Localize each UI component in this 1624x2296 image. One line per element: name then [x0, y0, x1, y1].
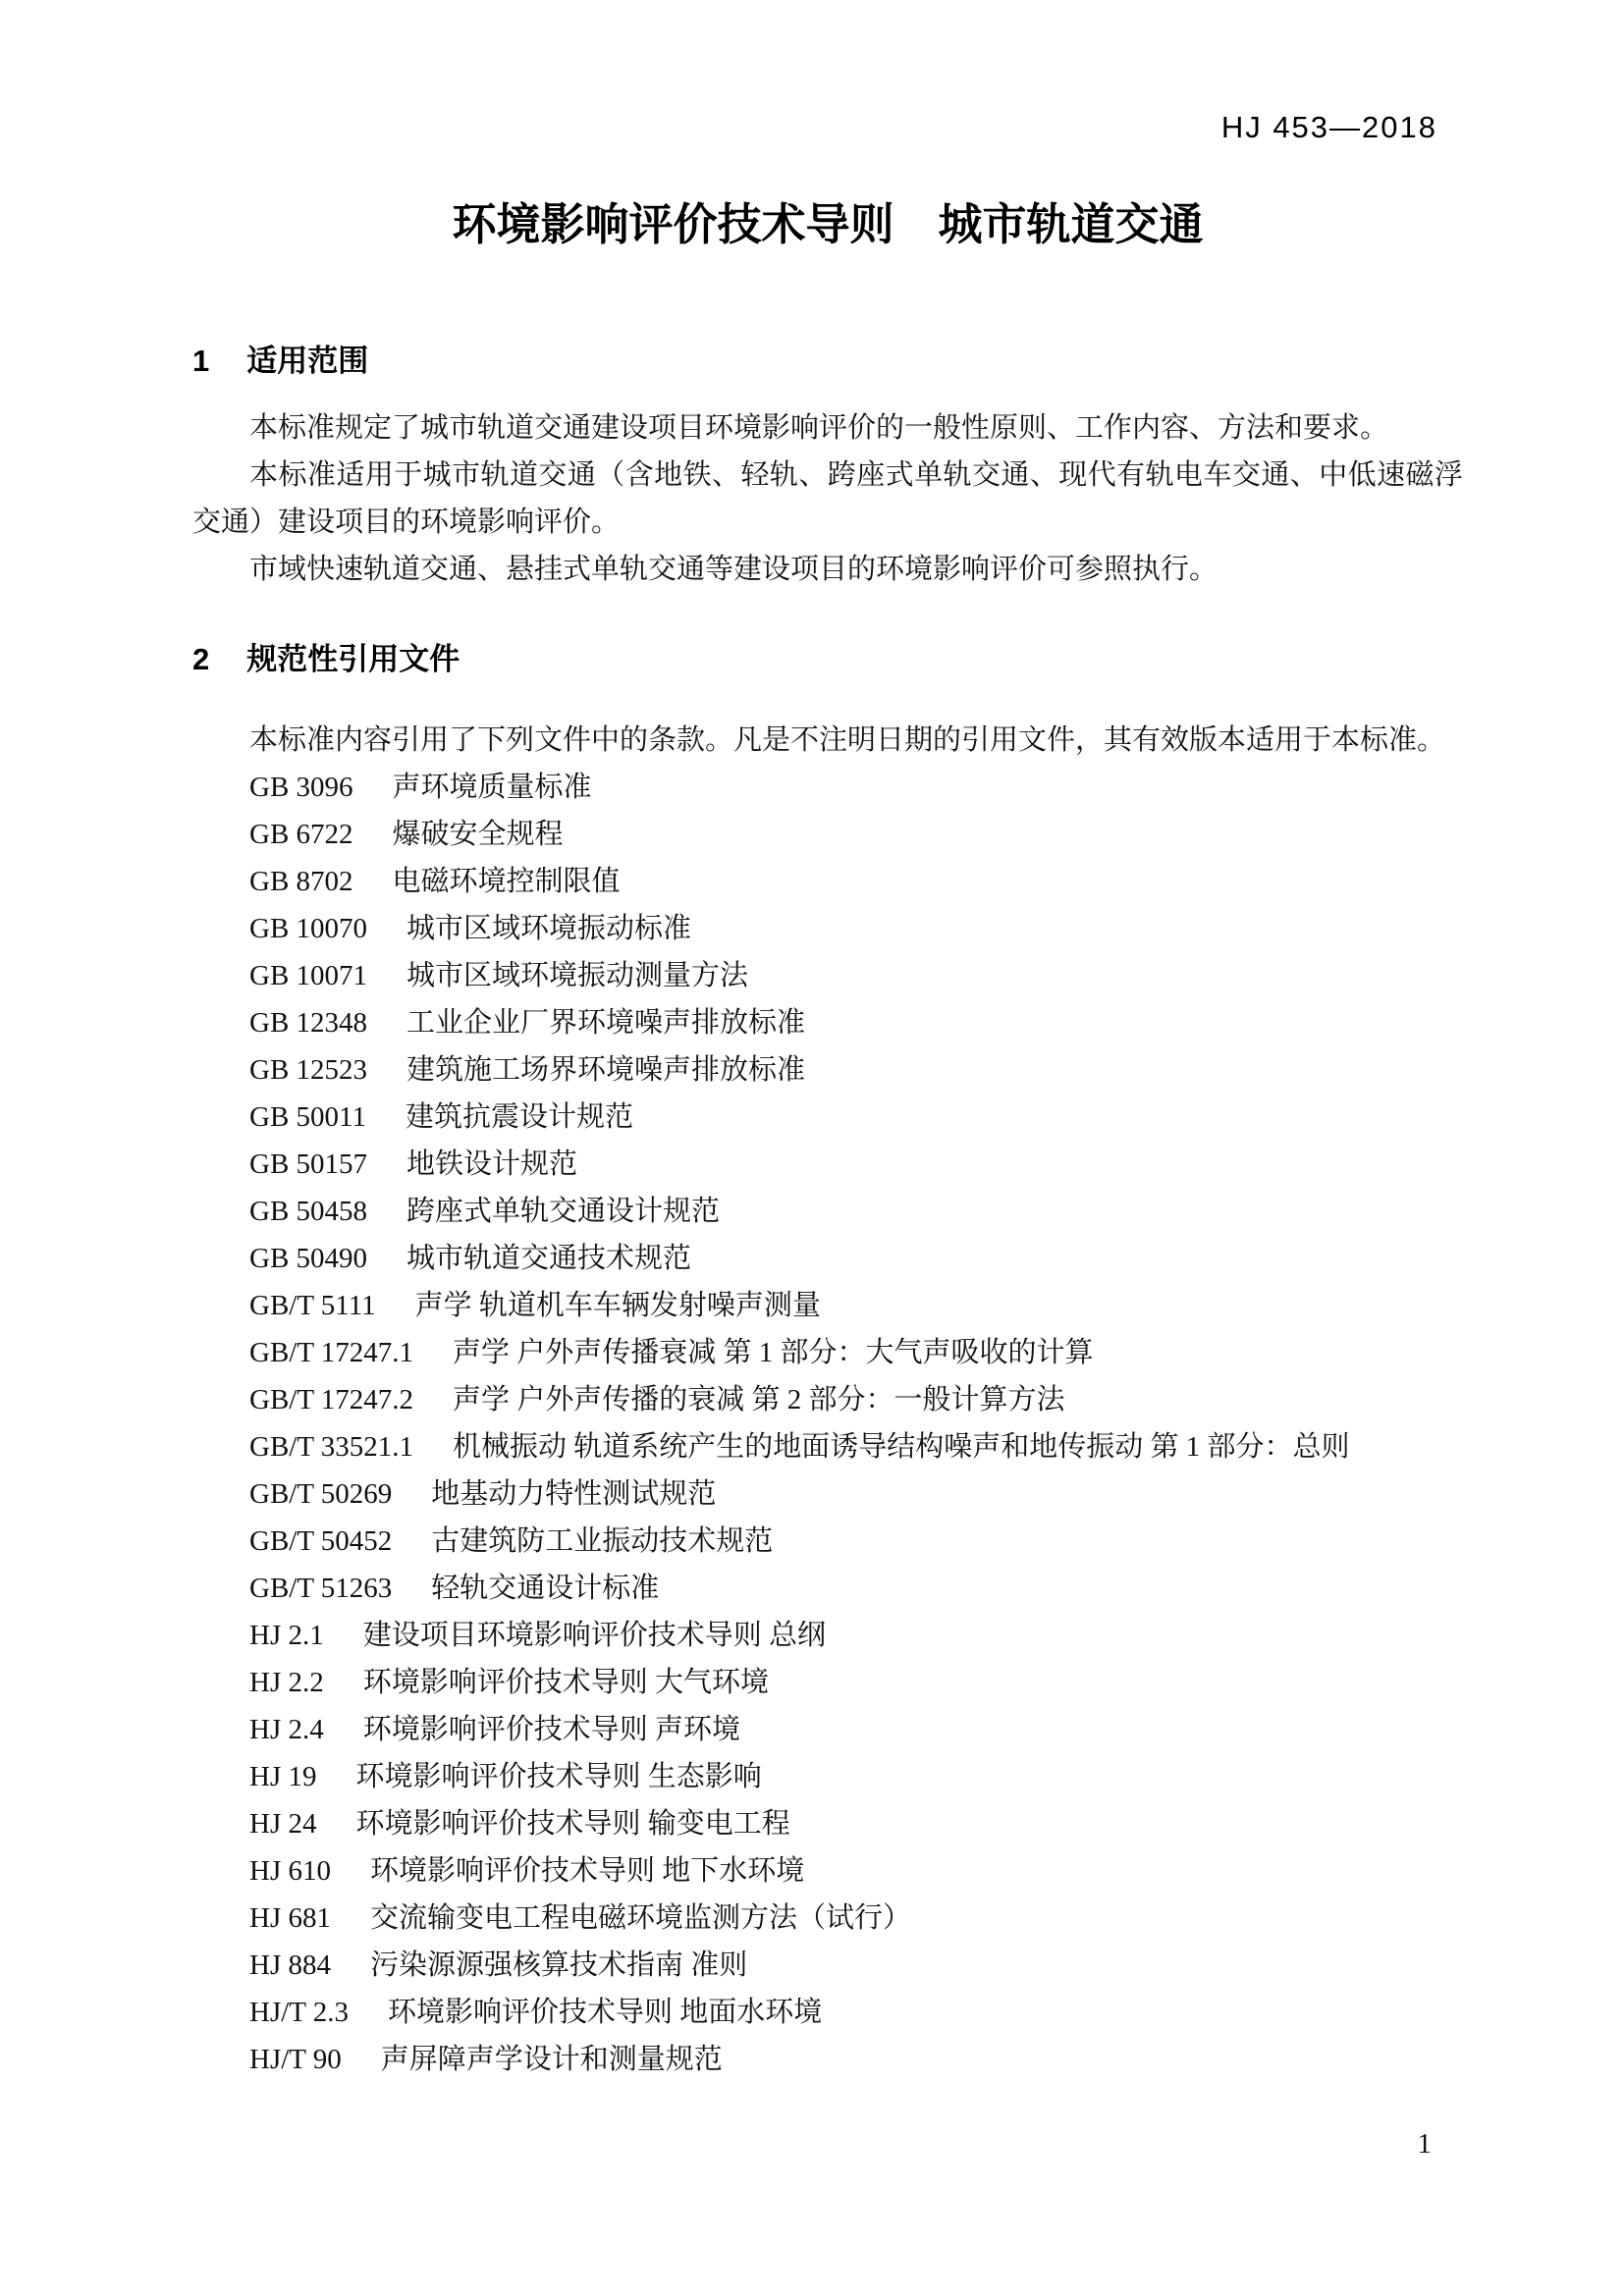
reference-item [249, 999, 1463, 1046]
section-2-heading [192, 640, 1463, 679]
reference-title: 城市轨道交通技术规范 [406, 1243, 692, 1274]
reference-item [249, 1094, 1463, 1141]
reference-code: HJ 2.4 [249, 1714, 324, 1745]
section-2-number: 2 [192, 642, 210, 676]
page-number: 1 [1417, 2128, 1432, 2160]
reference-code: HJ 884 [249, 1949, 331, 1981]
reference-item [249, 905, 1463, 952]
reference-item [249, 764, 1463, 811]
paragraph-references-intro: 本标准内容引用了下列文件中的条款。凡是不注明日期的引用文件，其有效版本适用于本标准。 [249, 724, 1446, 756]
reference-code: GB/T 51263 [249, 1573, 393, 1604]
reference-code: GB/T 50452 [249, 1525, 393, 1557]
section-1-body [192, 404, 1463, 593]
reference-code: HJ 2.1 [249, 1620, 324, 1651]
reference-title: 环境影响评价技术导则 输变电工程 [355, 1808, 790, 1840]
reference-item [249, 1800, 1463, 1847]
reference-code: GB 8702 [249, 866, 353, 897]
reference-code: GB 50490 [249, 1243, 368, 1274]
reference-item [249, 1565, 1463, 1612]
reference-item [249, 1046, 1463, 1094]
reference-title: 声屏障声学设计和测量规范 [380, 2044, 723, 2075]
reference-item [249, 1612, 1463, 1659]
paragraph-scope-2: 本标准适用于城市轨道交通（含地铁、轻轨、跨座式单轨交通、现代有轨电车交通、中低速磁浮交通）建设项目的环境影响评价。 [192, 459, 1463, 538]
section-1-heading [192, 342, 1463, 381]
reference-title: 爆破安全规程 [392, 819, 564, 850]
reference-title: 建设项目环境影响评价技术导则 总纲 [362, 1620, 826, 1651]
reference-code: GB 50458 [249, 1196, 368, 1227]
reference-code: HJ 24 [249, 1808, 317, 1840]
section-2-heading-text: 规范性引用文件 [246, 642, 460, 676]
section-2-intro [192, 717, 1463, 764]
reference-code: GB/T 50269 [249, 1478, 393, 1510]
page-title: 环境影响评价技术导则 城市轨道交通 [452, 199, 1204, 249]
reference-code: GB 3096 [249, 772, 353, 803]
reference-title: 环境影响评价技术导则 地下水环境 [369, 1855, 805, 1887]
reference-code: HJ 610 [249, 1855, 331, 1887]
section-1-number: 1 [192, 344, 210, 378]
reference-title: 城市区域环境振动标准 [406, 913, 692, 944]
reference-title: 地基动力特性测试规范 [431, 1478, 717, 1510]
reference-code: GB/T 17247.1 [249, 1337, 414, 1368]
reference-title: 轻轨交通设计标准 [431, 1573, 660, 1604]
reference-title: 建筑施工场界环境噪声排放标准 [406, 1054, 806, 1086]
reference-code: GB 12348 [249, 1007, 368, 1039]
paragraph-scope-3: 市域快速轨道交通、悬挂式单轨交通等建设项目的环境影响评价可参照执行。 [249, 554, 1218, 585]
reference-item [249, 1518, 1463, 1565]
reference-title: 古建筑防工业振动技术规范 [431, 1525, 774, 1557]
reference-code: GB 50157 [249, 1148, 368, 1180]
section-1-heading-text: 适用范围 [246, 344, 369, 378]
reference-item [249, 1942, 1463, 1989]
reference-item [249, 858, 1463, 905]
reference-item [249, 1847, 1463, 1895]
reference-code: GB/T 17247.2 [249, 1384, 414, 1415]
reference-title: 环境影响评价技术导则 生态影响 [355, 1761, 762, 1792]
reference-item [249, 1141, 1463, 1188]
reference-item [249, 1659, 1463, 1706]
reference-item [249, 1470, 1463, 1518]
reference-item [249, 811, 1463, 858]
reference-item [249, 1989, 1463, 2036]
reference-title: 声学 户外声传播的衰减 第 2 部分：一般计算方法 [453, 1384, 1065, 1415]
reference-title: 环境影响评价技术导则 声环境 [362, 1714, 740, 1745]
reference-item [249, 1329, 1463, 1376]
reference-title: 声学 轨道机车车辆发射噪声测量 [414, 1290, 821, 1321]
reference-title: 跨座式单轨交通设计规范 [406, 1196, 721, 1227]
reference-title: 地铁设计规范 [406, 1148, 578, 1180]
reference-code: HJ 19 [249, 1761, 317, 1792]
reference-title: 环境影响评价技术导则 地面水环境 [387, 1997, 823, 2028]
reference-code: GB/T 5111 [249, 1290, 376, 1321]
reference-code: HJ 681 [249, 1902, 331, 1934]
reference-code: HJ 2.2 [249, 1667, 324, 1698]
reference-title: 声学 户外声传播衰减 第 1 部分：大气声吸收的计算 [453, 1337, 1094, 1368]
reference-item [249, 1423, 1463, 1470]
reference-item [249, 1895, 1463, 1942]
reference-code: HJ/T 2.3 [249, 1997, 349, 2028]
reference-code: GB 50011 [249, 1101, 366, 1133]
reference-code: GB/T 33521.1 [249, 1431, 414, 1463]
reference-title: 城市区域环境振动测量方法 [406, 960, 749, 991]
reference-item [249, 1706, 1463, 1753]
reference-code: GB 6722 [249, 819, 353, 850]
reference-item [249, 1235, 1463, 1282]
reference-title: 电磁环境控制限值 [392, 866, 621, 897]
reference-code: GB 10071 [249, 960, 368, 991]
paragraph-scope-1: 本标准规定了城市轨道交通建设项目环境影响评价的一般性原则、工作内容、方法和要求。 [249, 412, 1389, 444]
reference-code: GB 10070 [249, 913, 368, 944]
reference-title: 交流输变电工程电磁环境监测方法（试行） [369, 1902, 911, 1934]
reference-item [249, 1376, 1463, 1423]
reference-title: 环境影响评价技术导则 大气环境 [362, 1667, 769, 1698]
reference-item [249, 952, 1463, 999]
reference-title: 声环境质量标准 [392, 772, 592, 803]
reference-code: HJ/T 90 [249, 2044, 342, 2075]
reference-title: 污染源源强核算技术指南 准则 [369, 1949, 748, 1981]
reference-item [249, 1753, 1463, 1800]
reference-code: GB 12523 [249, 1054, 368, 1086]
reference-title: 机械振动 轨道系统产生的地面诱导结构噪声和地传振动 第 1 部分：总则 [453, 1431, 1350, 1463]
doc-number: HJ 453—2018 [1220, 110, 1437, 144]
reference-item [249, 1282, 1463, 1329]
references-list [192, 764, 1463, 2083]
reference-item [249, 2036, 1463, 2083]
reference-item [249, 1188, 1463, 1235]
reference-title: 建筑抗震设计规范 [405, 1101, 633, 1133]
reference-title: 工业企业厂界环境噪声排放标准 [406, 1007, 806, 1039]
